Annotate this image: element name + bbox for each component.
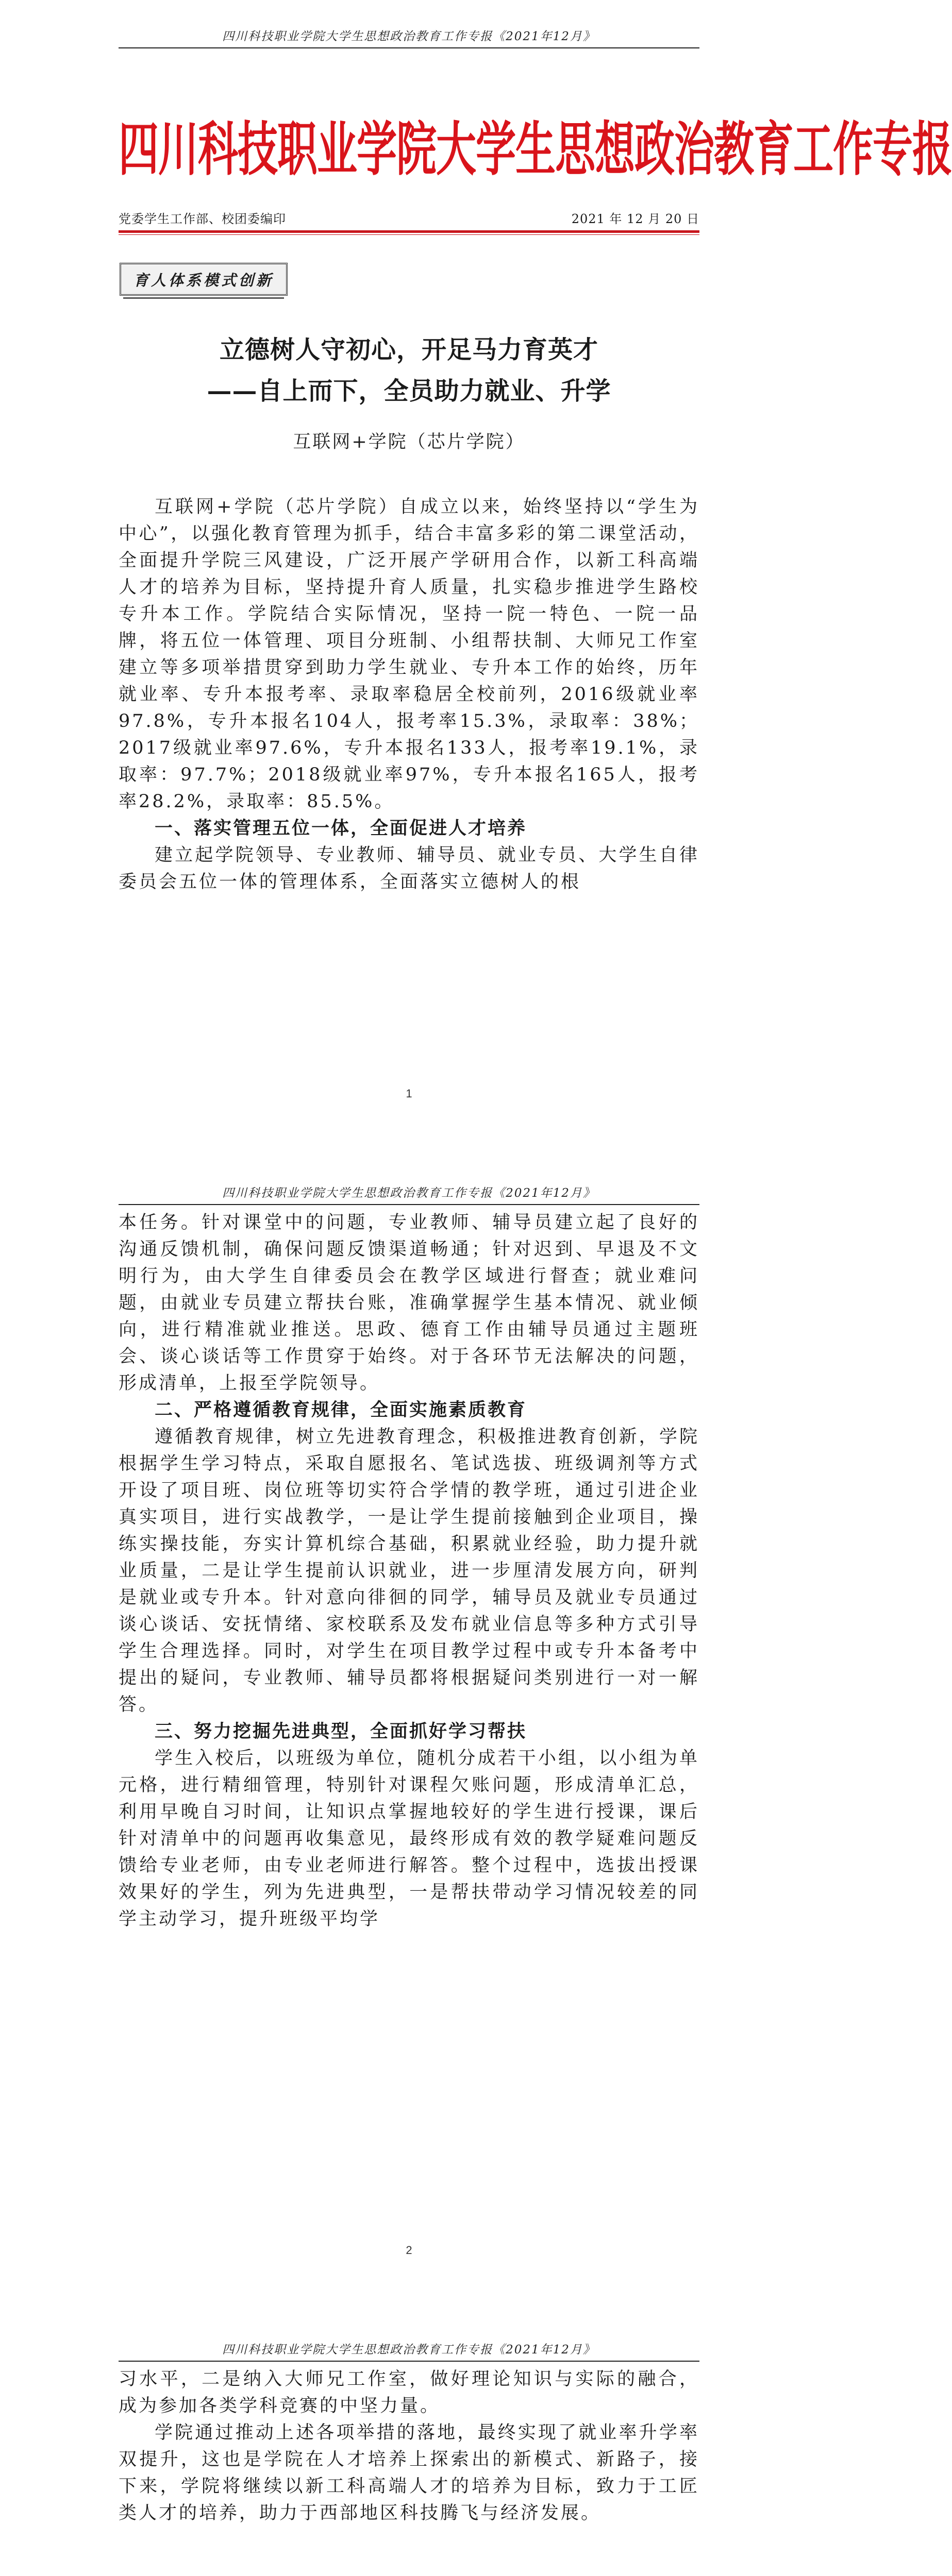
running-header: 四川科技职业学院大学生思想政治教育工作专报《2021年12月》 — [222, 1187, 596, 1200]
byline: 互联网+学院（芯片学院） — [293, 432, 525, 452]
header-rule — [119, 47, 699, 48]
page-2-body — [119, 1209, 699, 1933]
header-rule — [119, 1204, 699, 1205]
section-1-start: 建立起学院领导、专业教师、辅导员、就业专员、大学生自律委员会五位一体的管理体系，全面落实立德树人的根 — [119, 845, 699, 892]
red-divider — [119, 230, 699, 233]
page-3 — [0, 2313, 818, 2576]
column-tag: 育人体系模式创新 — [120, 263, 288, 296]
section-1-continued: 本任务。针对课堂中的问题，专业教师、辅导员建立起了良好的沟通反馈机制，确保问题反馈渠道畅通；针对迟到、早退及不文明行为，由大学生自律委员会在教学区域进行督查；就业难问题，由就业专员建立帮扶台账，准确掌握学生基本情况、就业倾向，进行精准就业推送。思政、德育工作由辅导员通过主题班会、谈心谈话等工作贯穿于始终。对于各环节无法解决的问题，形成清单，上报至学院领导。 — [119, 1212, 699, 1394]
page-1 — [0, 0, 952, 1157]
page-3-body — [119, 2366, 699, 2527]
page-2 — [0, 1157, 818, 2313]
running-header: 四川科技职业学院大学生思想政治教育工作专报《2021年12月》 — [222, 30, 596, 43]
article-subtitle: ——自上而下，全员助力就业、升学 — [207, 377, 611, 405]
section-3-start: 学生入校后，以班级为单位，随机分成若干小组，以小组为单元格，进行精细管理，特别针对课程欠账问题，形成清单汇总，利用早晚自习时间，让知识点掌握地较好的学生进行授课，课后针对清单中的问题再收集意见，最终形成有效的教学疑难问题反馈给专业老师，由专业老师进行解答。整个过程中，选拔出授课效果好的学生，列为先进典型，一是帮扶带动学习情况较差的同学主动学习，提升班级平均学 — [119, 1748, 699, 1929]
masthead-title: 四川科技职业学院大学生思想政治教育工作专报 — [119, 115, 952, 184]
intro-paragraph: 互联网+学院（芯片学院）自成立以来，始终坚持以“学生为中心”，以强化教育管理为抓手，结合丰富多彩的第二课堂活动，全面提升学院三风建设，广泛开展产学研用合作，以新工科高端人才的培养为目标，坚持提升育人质量，扎实稳步推进学生路校专升本工作。学院结合实际情况，坚持一院一特色、一院一品牌，将五位一体管理、项目分班制、小组帮扶制、大师兄工作室建立等多项举措贯穿到助力学生就业、专升本工作的始终，历年就业率、专升本报考率、录取率稳居全校前列，2016级就业率97.8%，专升本报名104人，报考率15.3%，录取率：38%；2017级就业率97.6%，专升本报名133人，报考率19.1%，录取率：97.7%；2018级就业率97%，专升本报名165人，报考率28.2%，录取率：85.5%。 — [119, 497, 699, 812]
section-heading-3: 三、努力挖掘先进典型，全面抓好学习帮扶 — [155, 1721, 527, 1742]
article-intro — [119, 494, 699, 895]
closing-paragraph: 学院通过推动上述各项举措的落地，最终实现了就业率升学率双提升，这也是学院在人才培养上探索出的新模式、新路子，接下来，学院将继续以新工科高端人才的培养为目标，致力于工匠类人才的培养，助力于西部地区科技腾飞与经济发展。 — [119, 2422, 699, 2523]
red-divider-thin — [119, 234, 699, 235]
header-rule — [119, 2361, 699, 2362]
running-header: 四川科技职业学院大学生思想政治教育工作专报《2021年12月》 — [222, 2343, 596, 2357]
publication-date: 2021 年 12 月 20 日 — [571, 212, 699, 226]
page-number: 2 — [406, 2244, 412, 2257]
section-3-continued: 习水平，二是纳入大师兄工作室，做好理论知识与实际的融合，成为参加各类学科竞赛的中坚力量。 — [119, 2369, 699, 2416]
article-title: 立德树人守初心，开足马力育英才 — [219, 335, 598, 364]
section-2-paragraph: 遵循教育规律，树立先进教育理念，积极推进教育创新，学院根据学生学习特点，采取自愿报名、笔试选拔、班级调剂等方式开设了项目班、岗位班等切实符合学情的教学班，通过引进企业真实项目，进行实战教学，一是让学生提前接触到企业项目，操练实操技能，夯实计算机综合基础，积累就业经验，助力提升就业质量，二是让学生提前认识就业，进一步厘清发展方向，研判是就业或专升本。针对意向徘徊的同学，辅导员及就业专员通过谈心谈话、安抚情绪、家校联系及发布就业信息等多种方式引导学生合理选择。同时，对学生在项目教学过程中或专升本备考中提出的疑问，专业教师、辅导员都将根据疑问类别进行一对一解答。 — [119, 1427, 699, 1715]
section-heading-2: 二、严格遵循教育规律，全面实施素质教育 — [155, 1399, 527, 1420]
issuer: 党委学生工作部、校团委编印 — [119, 212, 286, 226]
page-number: 1 — [406, 1087, 412, 1100]
section-heading-1: 一、落实管理五位一体，全面促进人才培养 — [155, 818, 527, 839]
